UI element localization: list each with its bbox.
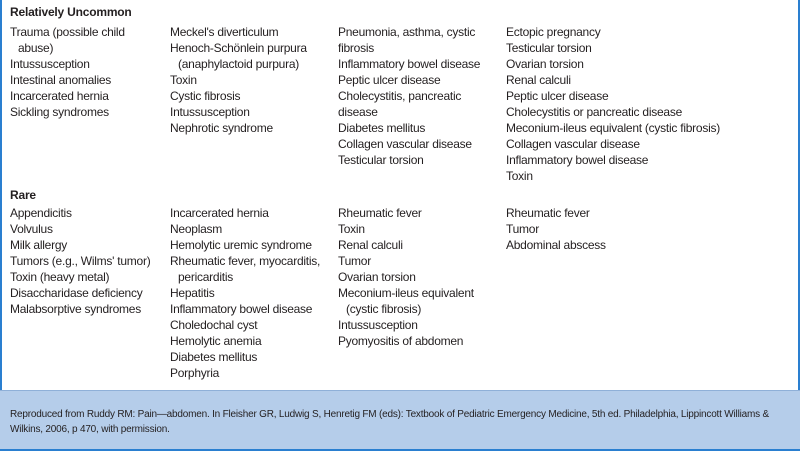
list-item: [338, 221, 474, 237]
list-item-text: Diabetes mellitus: [170, 350, 258, 364]
list-item-text: Meconium-ileus equivalent (cystic fibrosis): [506, 121, 720, 135]
list-item: [170, 317, 320, 333]
list-item-text: Peptic ulcer disease: [506, 89, 609, 103]
list-item: [338, 136, 480, 152]
column-4: [506, 205, 606, 253]
list-item: [10, 205, 150, 221]
list-item-continuation: disease: [338, 105, 378, 119]
list-item-text: Collagen vascular disease: [506, 137, 640, 151]
list-item: [338, 285, 474, 317]
list-item-text: Meconium-ileus equivalent: [338, 286, 474, 300]
list-item: [170, 253, 320, 285]
list-item: [170, 24, 307, 40]
list-item-text: Toxin: [506, 169, 533, 183]
list-item-continuation: (anaphylactoid purpura): [178, 57, 299, 71]
list-item-text: Inflammatory bowel disease: [170, 302, 313, 316]
list-item-text: Rheumatic fever, myocarditis,: [170, 254, 321, 268]
source-note: Reproduced from Ruddy RM: Pain—abdomen. In Fleisher GR, Ludwig S, Henretig FM (eds): Textbook of Pediatric Emergency Medicine, 5th ed. Philadelphia, Lippincott Williams & Wilkins, 2006, p 470, with permission.: [10, 409, 769, 435]
list-item-text: Intussusception: [170, 105, 250, 119]
list-item-text: Testicular torsion: [506, 41, 592, 55]
list-item-text: Toxin (heavy metal): [10, 270, 110, 284]
list-item-text: Cholecystitis, pancreatic: [338, 89, 462, 103]
list-item-continuation: (cystic fibrosis): [346, 302, 422, 316]
column-1: [10, 24, 125, 120]
list-item-text: Intestinal anomalies: [10, 73, 112, 87]
list-item-text: Malabsorptive syndromes: [10, 302, 141, 316]
list-item: [10, 253, 150, 269]
list-item-text: Neoplasm: [170, 222, 223, 236]
list-item: [170, 205, 320, 221]
list-item: [338, 205, 474, 221]
table-footer: [0, 390, 800, 451]
list-item: [506, 237, 606, 253]
list-item: [170, 237, 320, 253]
list-item-continuation: pericarditis: [178, 270, 234, 284]
list-item-text: Cystic fibrosis: [170, 89, 241, 103]
list-item-text: Ovarian torsion: [506, 57, 584, 71]
list-item-text: Tumor: [506, 222, 539, 236]
list-item-text: Abdominal abscess: [506, 238, 606, 252]
list-item: [506, 221, 606, 237]
list-item-text: Appendicitis: [10, 206, 72, 220]
list-item-text: Renal calculi: [338, 238, 403, 252]
list-item-text: Diabetes mellitus: [338, 121, 426, 135]
list-item: [506, 120, 720, 136]
list-item-text: Volvulus: [10, 222, 53, 236]
list-item-text: Hemolytic anemia: [170, 334, 262, 348]
list-item: [10, 269, 150, 285]
list-item-text: Hepatitis: [170, 286, 215, 300]
list-item-text: Pyomyositis of abdomen: [338, 334, 464, 348]
list-item-text: Porphyria: [170, 366, 220, 380]
list-item: [338, 120, 480, 136]
list-item-text: Tumors (e.g., Wilms' tumor): [10, 254, 151, 268]
section-heading-rare: Rare: [10, 188, 36, 202]
list-item-text: Trauma (possible child: [10, 25, 125, 39]
list-item-text: Incarcerated hernia: [10, 89, 109, 103]
list-item-continuation: abuse): [18, 41, 54, 55]
list-item: [506, 136, 720, 152]
list-item-text: Rheumatic fever: [506, 206, 590, 220]
list-item-text: Choledochal cyst: [170, 318, 258, 332]
column-3: [338, 24, 480, 168]
list-item: [506, 168, 720, 184]
list-item-text: Toxin: [338, 222, 365, 236]
list-item: [338, 333, 474, 349]
list-item-text: Cholecystitis or pancreatic disease: [506, 105, 683, 119]
section-heading-relatively-uncommon: Relatively Uncommon: [10, 5, 132, 19]
list-item: [338, 88, 480, 120]
list-item-text: Ovarian torsion: [338, 270, 416, 284]
list-item: [170, 40, 307, 72]
list-item: [506, 40, 720, 56]
list-item-text: Rheumatic fever: [338, 206, 422, 220]
list-item: [10, 301, 150, 317]
list-item: [506, 56, 720, 72]
column-2: [170, 205, 320, 381]
list-item-text: Intussusception: [10, 57, 90, 71]
list-item: [170, 72, 307, 88]
list-item: [170, 333, 320, 349]
list-item-text: Ectopic pregnancy: [506, 25, 601, 39]
list-item: [338, 152, 480, 168]
table-left-border: [0, 0, 2, 451]
list-item: [506, 88, 720, 104]
list-item: [10, 56, 125, 72]
list-item: [338, 56, 480, 72]
list-item-text: Sickling syndromes: [10, 105, 109, 119]
list-item: [10, 285, 150, 301]
list-item: [10, 221, 150, 237]
list-item: [338, 24, 480, 56]
list-item: [170, 365, 320, 381]
list-item: [170, 349, 320, 365]
list-item: [10, 237, 150, 253]
list-item: [170, 221, 320, 237]
list-item-text: Inflammatory bowel disease: [506, 153, 649, 167]
list-item-text: Milk allergy: [10, 238, 68, 252]
list-item: [506, 152, 720, 168]
list-item-text: Disaccharidase deficiency: [10, 286, 143, 300]
list-item-text: Meckel's diverticulum: [170, 25, 279, 39]
list-item-text: Henoch-Schönlein purpura: [170, 41, 307, 55]
list-item: [10, 72, 125, 88]
list-item: [506, 205, 606, 221]
list-item-text: Peptic ulcer disease: [338, 73, 441, 87]
list-item: [10, 24, 125, 56]
list-item: [506, 104, 720, 120]
list-item: [338, 253, 474, 269]
list-item: [338, 72, 480, 88]
list-item: [170, 120, 307, 136]
list-item: [506, 72, 720, 88]
list-item-text: Hemolytic uremic syndrome: [170, 238, 312, 252]
list-item-text: Pneumonia, asthma, cystic: [338, 25, 476, 39]
column-1: [10, 205, 150, 317]
column-2: [170, 24, 307, 136]
list-item: [170, 104, 307, 120]
list-item-text: Intussusception: [338, 318, 418, 332]
list-item-text: Toxin: [170, 73, 197, 87]
list-item-text: Testicular torsion: [338, 153, 424, 167]
list-item: [10, 88, 125, 104]
list-item: [170, 285, 320, 301]
list-item-text: Incarcerated hernia: [170, 206, 269, 220]
list-item-text: Nephrotic syndrome: [170, 121, 273, 135]
list-item-text: Renal calculi: [506, 73, 571, 87]
list-item-text: Inflammatory bowel disease: [338, 57, 481, 71]
list-item: [338, 317, 474, 333]
list-item: [10, 104, 125, 120]
list-item: [506, 24, 720, 40]
list-item: [170, 88, 307, 104]
list-item: [170, 301, 320, 317]
list-item: [338, 237, 474, 253]
list-item-text: Tumor: [338, 254, 371, 268]
list-item-continuation: fibrosis: [338, 41, 375, 55]
column-3: [338, 205, 474, 349]
list-item: [338, 269, 474, 285]
column-4: [506, 24, 720, 184]
list-item-text: Collagen vascular disease: [338, 137, 472, 151]
